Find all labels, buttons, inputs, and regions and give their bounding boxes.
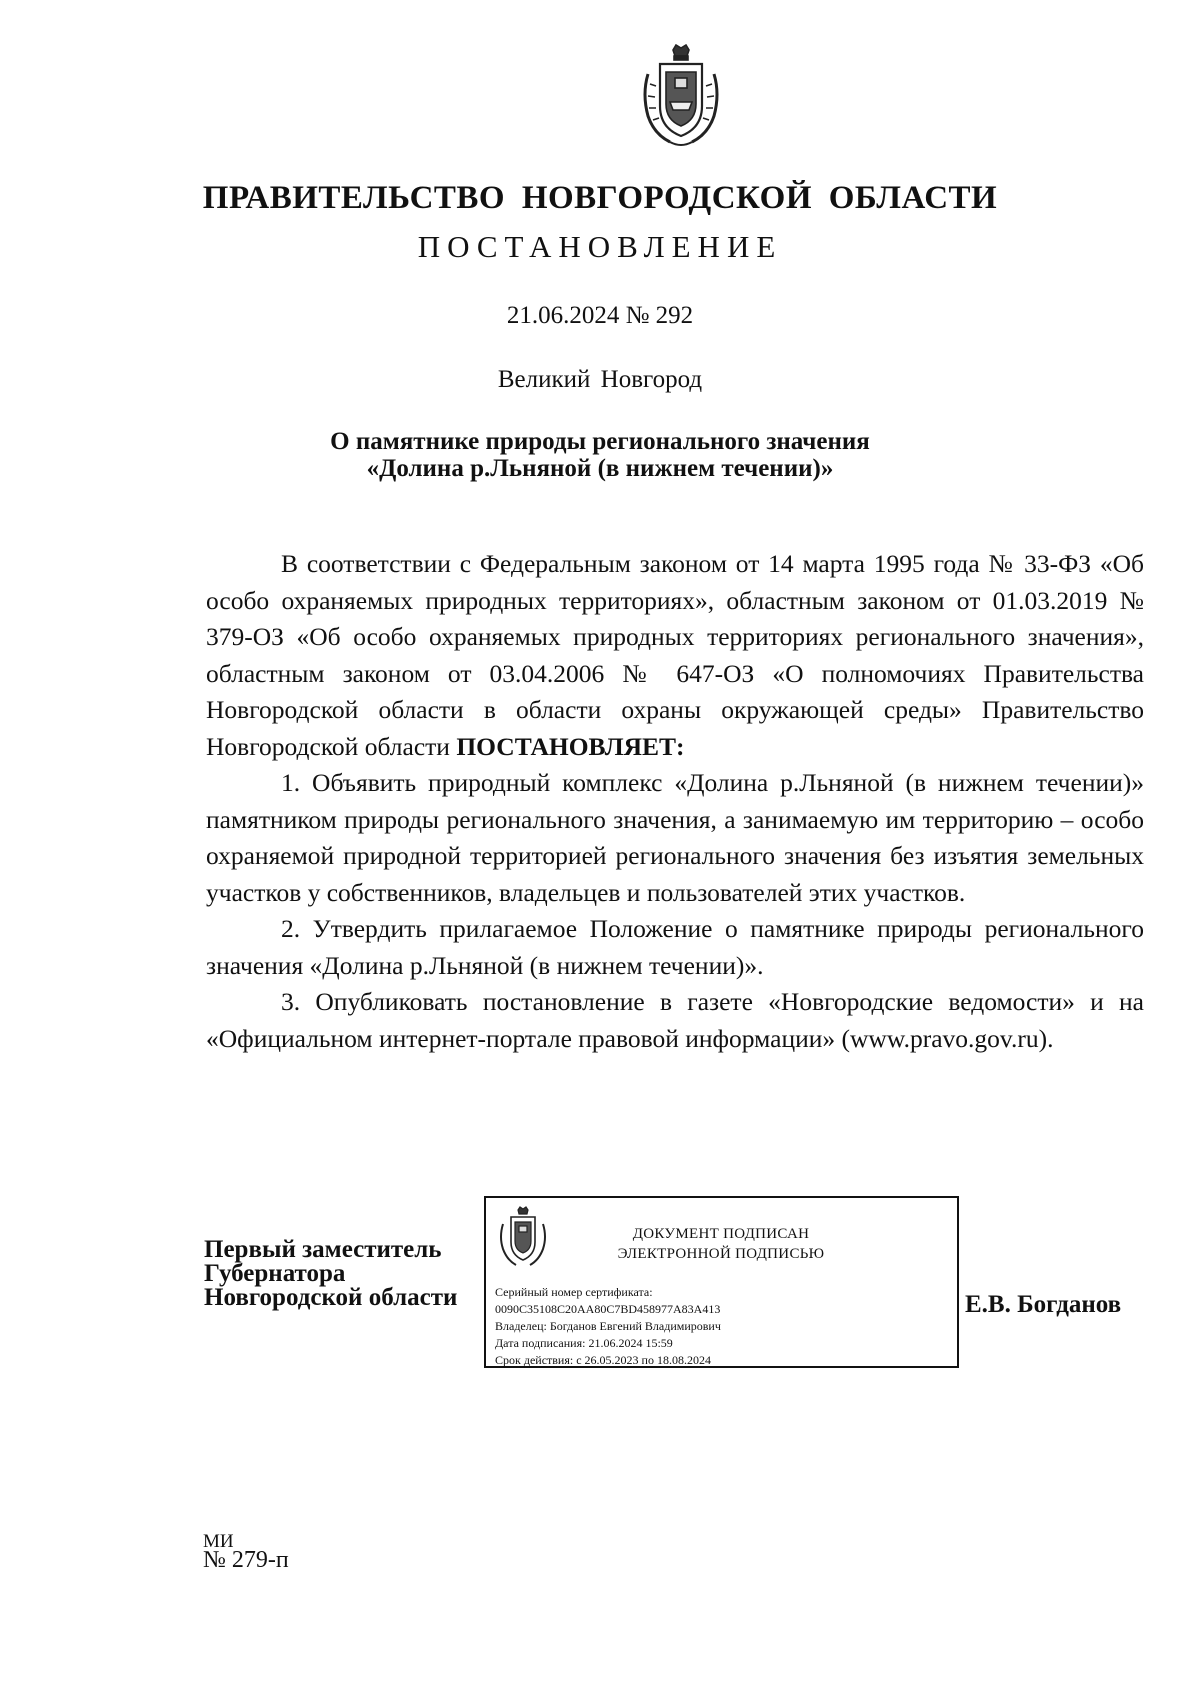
sign-date: Дата подписания: 21.06.2024 15:59: [495, 1336, 673, 1350]
subject-line-1: О памятнике природы регионального значения: [330, 428, 870, 455]
item-2-paragraph: 2. Утвердить прилагаемое Положение о памятнике природы регионального значения «Долина р.Льняной (в нижнем течении)».: [206, 914, 1144, 980]
stamp-heading-line-1: ДОКУМЕНТ ПОДПИСАН: [632, 1226, 810, 1242]
stamp-heading-line-2: ЭЛЕКТРОННОЙ ПОДПИСЬЮ: [617, 1246, 825, 1262]
electronic-signature-stamp: [484, 1196, 959, 1368]
footnote-number: № 279-п: [203, 1547, 289, 1573]
signatory-name: Е.В. Богданов: [965, 1291, 1122, 1318]
footnote: [203, 1531, 289, 1573]
cert-serial: 0090C35108C20AA80C7BD458977A83A413: [495, 1302, 721, 1316]
document-date-number: 21.06.2024 № 292: [506, 302, 694, 329]
resolves-keyword: ПОСТАНОВЛЯЕТ:: [456, 731, 685, 761]
document-place: Великий Новгород: [497, 366, 703, 393]
footnote-initials: МИ: [203, 1531, 234, 1552]
signatory-position: [204, 1238, 457, 1310]
item-3-paragraph: 3. Опубликовать постановление в газете «Новгородские ведомости» и на «Официальном интернет-портале правовой информации» (www.pravo.gov.ru).: [206, 987, 1144, 1053]
document-type: ПОСТАНОВЛЕНИЕ: [417, 229, 783, 264]
preamble-paragraph: [206, 546, 1144, 765]
position-line-3: Новгородской области: [204, 1284, 458, 1311]
stamp-heading: [571, 1224, 871, 1264]
government-title: ПРАВИТЕЛЬСТВО НОВГОРОДСКОЙ ОБЛАСТИ: [202, 180, 998, 216]
coat-of-arms-icon: [498, 1206, 548, 1268]
document-body: [206, 546, 1144, 1057]
position-line-1: Первый заместитель: [204, 1236, 442, 1263]
cert-label: Серийный номер сертификата:: [495, 1285, 653, 1299]
item-1-paragraph: 1. Объявить природный комплекс «Долина р.Льняной (в нижнем течении)» памятником природы регионального значения, а занимаемую им территорию – особо охраняемой природной территорией регионального значения без изъятия земельных участков у собственников, владельцев и пользователей этих участков.: [206, 768, 1144, 907]
position-line-2: Губернатора: [204, 1260, 346, 1287]
cert-owner: Владелец: Богданов Евгений Владимирович: [495, 1319, 721, 1333]
coat-of-arms-icon: [640, 44, 722, 148]
cert-validity: Срок действия: с 26.05.2023 по 18.08.2024: [495, 1353, 711, 1367]
subject-line-2: «Долина р.Льняной (в нижнем течении)»: [366, 455, 834, 482]
document-subject: [0, 428, 1200, 482]
stamp-details: [495, 1284, 721, 1369]
preamble-text: В соответствии с Федеральным законом от 14 марта 1995 года № 33-ФЗ «Об особо охраняемых природных территориях», областным законом от 01.03.2019 № 379-ОЗ «Об особо охраняемых природных территориях регионального значения», областным законом от 03.04.2006 № 647-ОЗ «О полномочиях Правительства Новгородской области в области охраны окружающей среды» Правительство Новгородской области: [206, 549, 1144, 761]
